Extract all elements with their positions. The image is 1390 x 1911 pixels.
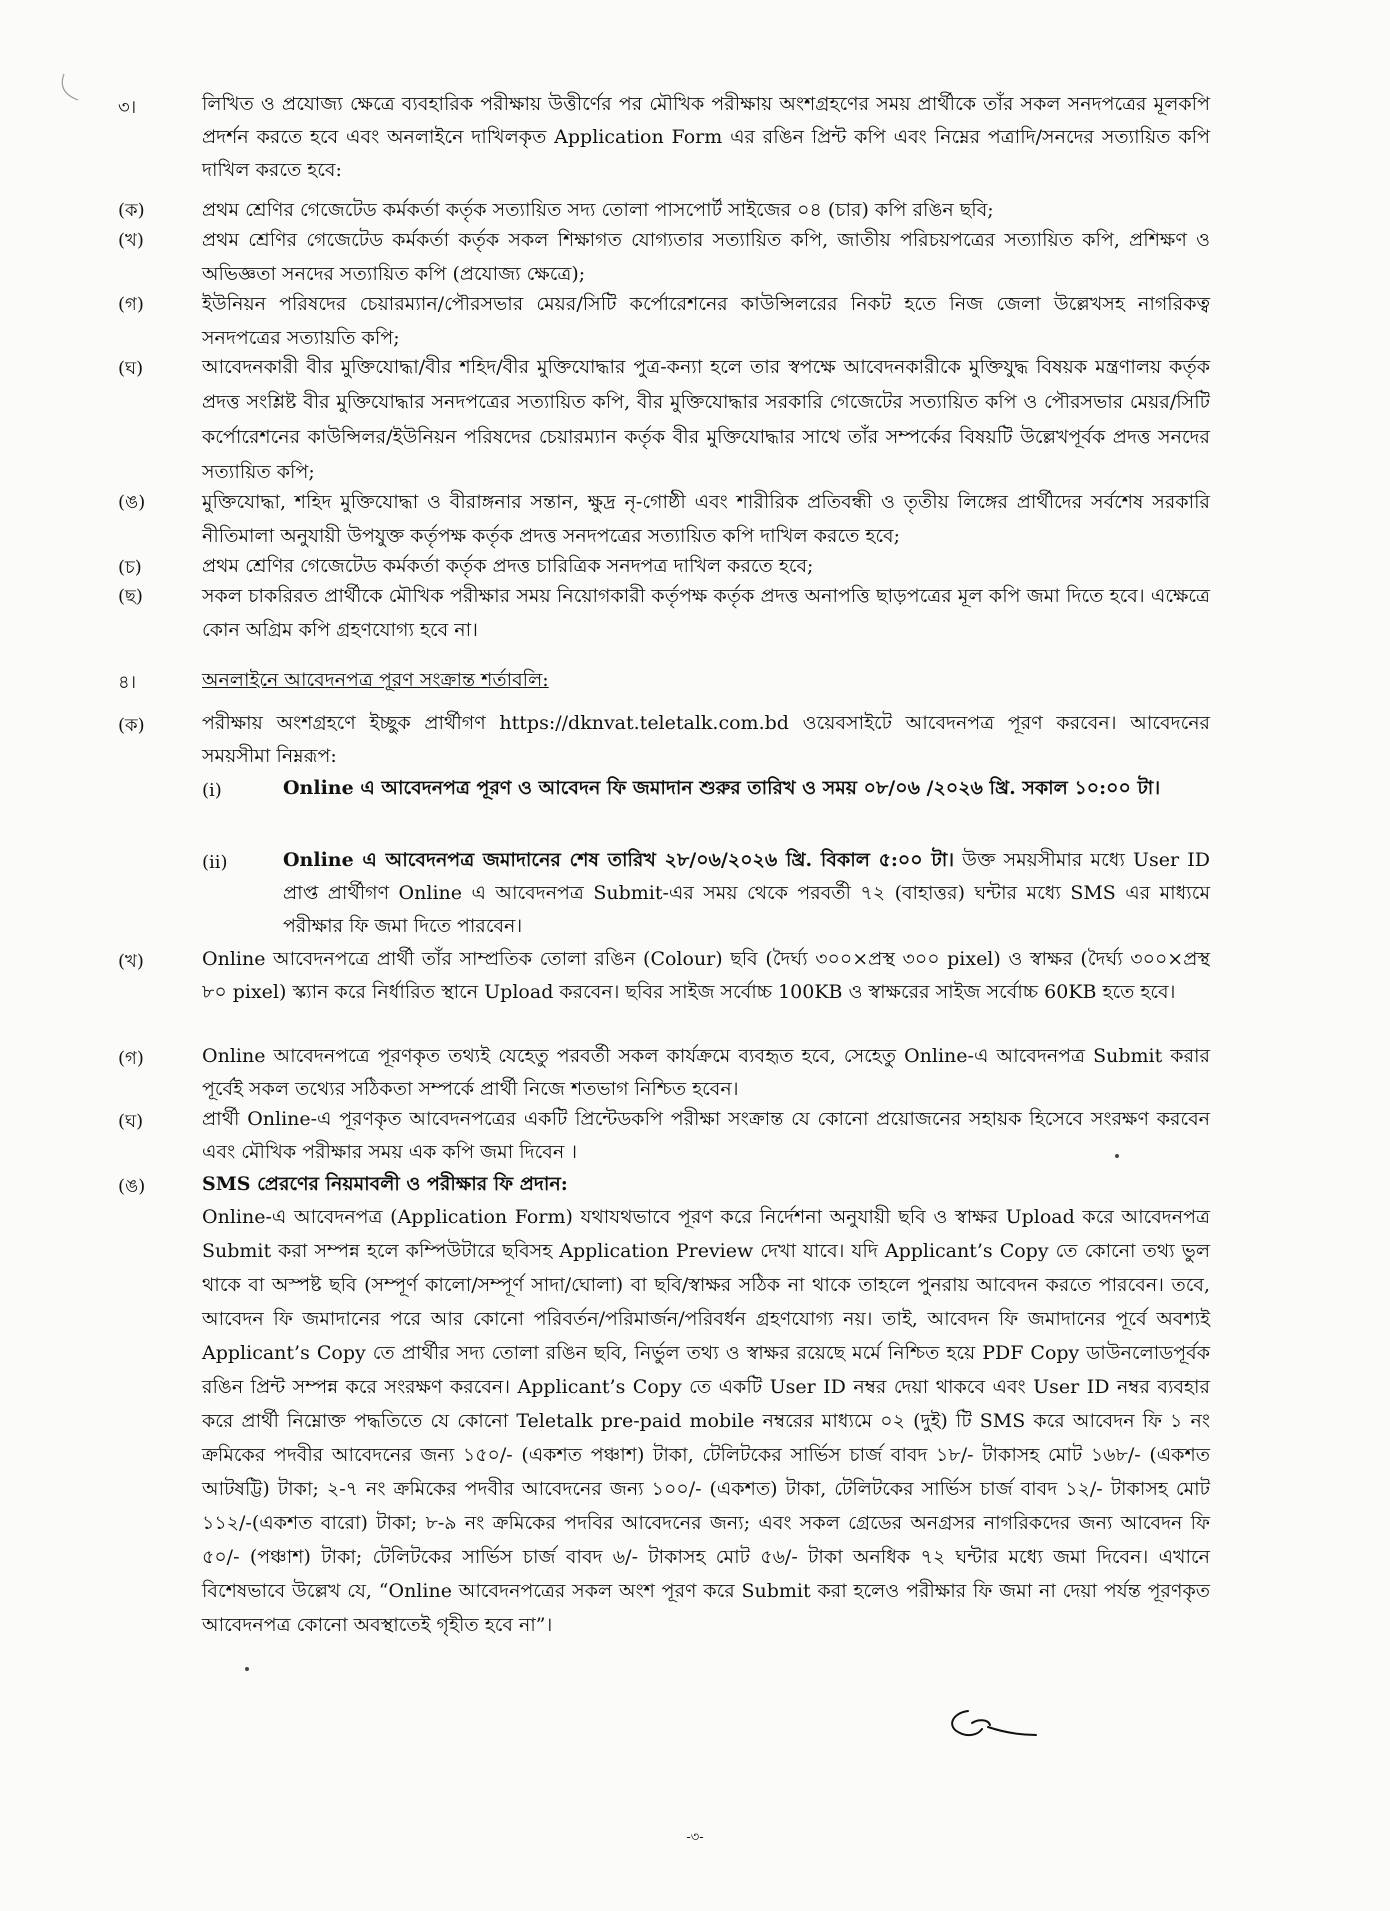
item-3-nga-label: (ঙ) [118,492,146,513]
sub-item-i-label: (i) [202,780,222,801]
item-3-cha-label: (চ) [118,557,142,578]
sub-item-i-text: Online এ আবেদনপত্র পূরণ ও আবেদন ফি জমাদান শুরুর তারিখ ও সময় ০৮/০৬ /২০২৬ খ্রি. সকাল ১০:০০ টা। [283,777,1161,799]
item-3-kha-text: প্রথম শ্রেণির গেজেটেড কর্মকর্তা কর্তৃক সকল শিক্ষাগত যোগ্যতার সত্যায়িত কপি, জাতীয় পরিচয়পত্রের সত্যায়িত কপি, প্রশিক্ষণ ও অভিজ্ঞতা সনদের সত্যায়িত কপি (প্রযোজ্য ক্ষেত্রে); [202,229,1210,285]
item-4-gha-label: (ঘ) [118,1111,144,1132]
section-4-heading: অনলাইনে আবেদনপত্র পূরণ সংক্রান্ত শর্তাবলি: [202,669,549,691]
section-3-intro: লিখিত ও প্রযোজ্য ক্ষেত্রে ব্যবহারিক পরীক্ষায় উত্তীর্ণের পর মৌখিক পরীক্ষায় অংশগ্রহণের সময় প্রার্থীকে তাঁর সকল সনদপত্রের মূলকপি প্রদর্শন করতে হবে এবং অনলাইনে দাখিলকৃত Application Form এর রঙিন প্রিন্ট কপি এবং নিম্নের পত্রাদি/সনদের সত্যায়িত কপি দাখিল করতে হবে: [202,93,1210,181]
item-3-chha-label: (ছ) [118,586,143,607]
signature [938,1697,1038,1745]
item-4-gha-text: প্রার্থী Online-এ পূরণকৃত আবেদনপত্রের একটি প্রিন্টেডকপি পরীক্ষা সংক্রান্ত যে কোনো প্রয়োজনের সহায়ক হিসেবে সংরক্ষণ করবেন এবং মৌখিক পরীক্ষার সময় এক কপি জমা দিবেন । [202,1108,1210,1163]
item-3-nga-text: মুক্তিযোদ্ধা, শহিদ মুক্তিযোদ্ধা ও বীরাঙ্গনার সন্তান, ক্ষুদ্র নৃ-গোষ্ঠী এবং শারীরিক প্রতিবন্ধী ও তৃতীয় লিঙ্গের প্রার্থীদের সর্বশেষ সরকারি নীতিমালা অনুযায়ী উপযুক্ত কর্তৃপক্ষ কর্তৃক প্রদত্ত সনদপত্রের সত্যায়িত কপি দাখিল করতে হবে; [202,491,1210,547]
item-4-ka-label: (ক) [118,715,145,736]
item-4-kha-label: (খ) [118,951,144,972]
scan-speck [1115,1154,1119,1158]
sub-item-ii-label: (ii) [202,852,228,873]
page-number: -৩- [686,1830,704,1845]
sub-item-ii-text [283,844,1210,943]
item-4-nga-heading: SMS প্রেরণের নিয়মাবলী ও পরীক্ষার ফি প্রদান: [202,1173,568,1195]
item-4-ka-text: পরীক্ষায় অংশগ্রহণে ইচ্ছুক প্রার্থীগণ https://dknvat.teletalk.com.bd ওয়েবসাইটে আবেদনপত্র পূরণ করবেন। আবেদনের সময়সীমা নিম্নরূপ: [202,712,1210,767]
item-4-nga-text: Online-এ আবেদনপত্র (Application Form) যথাযথভাবে পূরণ করে নির্দেশনা অনুযায়ী ছবি ও স্বাক্ষর Upload করে আবেদনপত্র Submit করা সম্পন্ন হলে কম্পিউটারে ছবিসহ Application Preview দেখা যাবে। যদি Applicant’s Copy তে কোনো তথ্য ভুল থাকে বা অস্পষ্ট ছবি (সম্পূর্ণ কালো/সম্পূর্ণ সাদা/ঘোলা) বা ছবি/স্বাক্ষর সঠিক না থাকে তাহলে পুনরায় আবেদন করতে পারবেন। তবে, আবেদন ফি জমাদানের পরে আর কোনো পরিবর্তন/পরিমার্জন/পরিবর্ধন গ্রহণযোগ্য নয়। তাই, আবেদন ফি জমাদানের পূর্বে অবশ্যই Applicant’s Copy তে প্রার্থীর সদ্য তোলা রঙিন ছবি, নির্ভুল তথ্য ও স্বাক্ষর রয়েছে মর্মে নিশ্চিত হয়ে PDF Copy ডাউনলোডপূর্বক রঙিন প্রিন্ট সম্পন্ন করে সংরক্ষণ করবেন। Applicant’s Copy তে একটি User ID নম্বর দেয়া থাকবে এবং User ID নম্বর ব্যবহার করে প্রার্থী নিম্নোক্ত পদ্ধতিতে যে কোনো Teletalk pre-paid mobile নম্বরের মাধ্যমে ০২ (দুই) টি SMS করে আবেদন ফি ১ নং ক্রমিকের পদবীর আবেদনের জন্য ১৫০/- (একশত পঞ্চাশ) টাকা, টেলিটকের সার্ভিস চার্জ বাবদ ১৮/- টাকাসহ মোট ১৬৮/- (একশত আটষট্টি) টাকা; ২-৭ নং ক্রমিকের পদবীর আবেদনের জন্য ১০০/- (একশত) টাকা, টেলিটকের সার্ভিস চার্জ বাবদ ১২/- টাকাসহ মোট ১১২/-(একশত বারো) টাকা; ৮-৯ নং ক্রমিকের পদবির আবেদনের জন্য; এবং সকল গ্রেডের অনগ্রসর নাগরিকদের জন্য আবেদন ফি ৫০/- (পঞ্চাশ) টাকা; টেলিটকের সার্ভিস চার্জ বাবদ ৬/- টাকাসহ মোট ৫৬/- টাকা অনধিক ৭২ ঘন্টার মধ্যে জমা দিবেন। এখানে বিশেষভাবে উল্লেখ যে, “Online আবেদনপত্রের সকল অংশ পূরণ করে Submit করা হলেও পরীক্ষার ফি জমা না দেয়া পর্যন্ত পূরণকৃত আবেদনপত্র কোনো অবস্থাতেই গৃহীত হবে না”। [202,1206,1210,1636]
item-3-ga-label: (গ) [118,294,144,315]
item-3-gha-text: আবেদনকারী বীর মুক্তিযোদ্ধা/বীর শহিদ/বীর মুক্তিযোদ্ধার পুত্র-কন্যা হলে তার স্বপক্ষে আবেদনকারীকে মুক্তিযুদ্ধ বিষয়ক মন্ত্রণালয় কর্তৃক প্রদত্ত সংশ্লিষ্ট বীর মুক্তিযোদ্ধার সনদপত্রের সত্যায়িত কপি, বীর মুক্তিযোদ্ধার সরকারি গেজেটের সত্যায়িত কপি ও পৌরসভার মেয়র/সিটি কর্পোরেশনের কাউন্সিলর/ইউনিয়ন পরিষদের চেয়ারম্যান কর্তৃক বীর মুক্তিযোদ্ধার সাথে তাঁর সম্পর্কের বিষয়টি উল্লেখপূর্বক প্রদত্ত সনদের সত্যায়িত কপি; [202,356,1210,483]
sub-item-ii-bold: Online এ আবেদনপত্র জমাদানের শেষ তারিখ ২৮/০৬/২০২৬ খ্রি. বিকাল ৫:০০ টা। [283,849,955,871]
sub-item-ii-rest: উক্ত সময়সীমার মধ্যে User ID প্রাপ্ত প্রার্থীগণ Online এ আবেদনপত্র Submit-এর সময় থেকে পরবর্তী ৭২ (বাহাত্তর) ঘন্টার মধ্যে SMS এর মাধ্যমে পরীক্ষার ফি জমা দিতে পারবেন। [283,849,1210,937]
item-4-ga-label: (গ) [118,1048,144,1069]
item-3-ga-text: ইউনিয়ন পরিষদের চেয়ারম্যান/পৌরসভার মেয়র/সিটি কর্পোরেশনের কাউন্সিলরের নিকট হতে নিজ জেলা উল্লেখসহ নাগরিকত্ব সনদপত্রের সত্যায়তি কপি; [202,293,1210,349]
item-3-ka-label: (ক) [118,200,145,221]
item-4-nga-label: (ঙ) [118,1176,146,1197]
item-3-ka-text: প্রথম শ্রেণির গেজেটেড কর্মকর্তা কর্তৃক সত্যায়িত সদ্য তোলা পাসপোর্ট সাইজের ০৪ (চার) কপি রঙিন ছবি; [202,199,994,221]
item-3-gha-label: (ঘ) [118,358,144,379]
scan-speck [245,1667,249,1671]
scan-mark [58,72,82,102]
section-4-number: ৪। [118,672,137,693]
item-4-ga-text: Online আবেদনপত্রে পূরণকৃত তথ্যই যেহেতু পরবর্তী সকল কার্যক্রমে ব্যবহৃত হবে, সেহেতু Online-এ আবেদনপত্র Submit করার পূর্বেই সকল তথ্যের সঠিকতা সম্পর্কে প্রার্থী নিজে শতভাগ নিশ্চিত হবেন। [202,1045,1210,1100]
item-4-kha-text: Online আবেদনপত্রে প্রার্থী তাঁর সাম্প্রতিক তোলা রঙিন (Colour) ছবি (দৈর্ঘ্য ৩০০×প্রস্থ ৩০০ pixel) ও স্বাক্ষর (দৈর্ঘ্য ৩০০×প্রস্থ ৮০ pixel) স্ক্যান করে নির্ধারিত স্থানে Upload করবেন। ছবির সাইজ সর্বোচ্চ 100KB ও স্বাক্ষরের সাইজ সর্বোচ্চ 60KB হতে হবে। [202,948,1210,1003]
section-3-number: ৩। [118,97,137,118]
item-3-cha-text: প্রথম শ্রেণির গেজেটেড কর্মকর্তা কর্তৃক প্রদত্ত চারিত্রিক সনদপত্র দাখিল করতে হবে; [202,555,814,577]
item-3-kha-label: (খ) [118,230,144,251]
item-3-chha-text: সকল চাকরিরত প্রার্থীকে মৌখিক পরীক্ষার সময় নিয়োগকারী কর্তৃপক্ষ কর্তৃক প্রদত্ত অনাপত্তি ছাড়পত্রের মূল কপি জমা দিতে হবে। এক্ষেত্রে কোন অগ্রিম কপি গ্রহণযোগ্য হবে না। [202,585,1210,641]
